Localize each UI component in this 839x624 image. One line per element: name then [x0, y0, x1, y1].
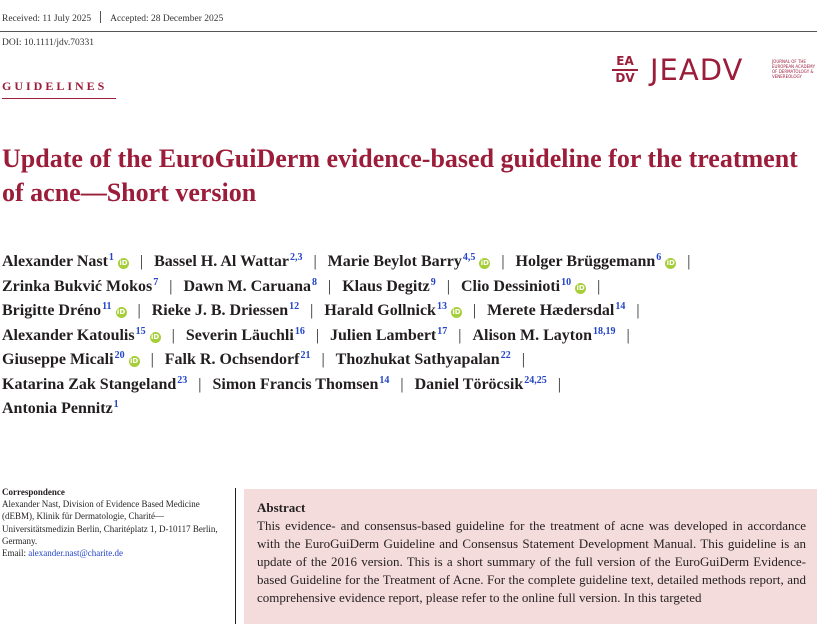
correspondence	[2, 486, 222, 559]
author-separator: |	[458, 326, 462, 344]
logo-text: JEADV	[650, 53, 744, 87]
orcid-icon[interactable]: iD	[116, 308, 126, 316]
author[interactable]	[461, 278, 586, 295]
logo-journal-name: JOURNAL OF THE EUROPEAN ACADEMY OF DERMATOLOGY & VENEREOLOGY	[772, 59, 816, 79]
article-dates	[2, 11, 223, 24]
author-separator: |	[446, 277, 450, 295]
author-name: Harald Gollnick	[324, 302, 436, 319]
author-name: Simon Francis Thomsen	[212, 375, 379, 393]
author-name: Alexander Nast	[2, 253, 108, 270]
author-name: Marie Beylot Barry	[327, 253, 462, 270]
author-separator: |	[557, 375, 561, 393]
abstract-box	[244, 489, 817, 624]
affiliation-number[interactable]: 7	[153, 276, 159, 288]
accepted-date: Accepted: 28 December 2025	[110, 14, 224, 24]
affiliation-number[interactable]: 23	[177, 374, 188, 386]
email-link[interactable]: alexander.nast@charite.de	[28, 548, 123, 559]
header-rule	[0, 31, 817, 32]
author[interactable]	[330, 327, 447, 344]
orcid-icon[interactable]: iD	[452, 308, 461, 316]
affiliation-number[interactable]: 16	[294, 325, 305, 337]
author[interactable]	[2, 400, 119, 417]
author[interactable]	[2, 376, 187, 393]
affiliation-number[interactable]: 11	[102, 301, 112, 312]
correspondence-title: Correspondence	[2, 487, 65, 497]
email-label: Email:	[2, 548, 26, 559]
author[interactable]	[472, 327, 615, 344]
author[interactable]	[2, 327, 161, 344]
author[interactable]	[2, 253, 129, 270]
author-name: Zrinka Bukvić Mokos	[2, 277, 153, 295]
orcid-icon[interactable]: iD	[480, 259, 489, 267]
author-separator: |	[198, 375, 202, 393]
orcid-icon[interactable]: iD	[119, 259, 128, 267]
affiliation-number[interactable]: 9	[430, 276, 436, 288]
author-separator: |	[139, 253, 144, 270]
orcid-icon[interactable]: iD	[576, 283, 585, 292]
affiliation-number[interactable]: 14	[379, 374, 390, 386]
author-separator: |	[169, 277, 173, 295]
affiliation-number[interactable]: 24,25	[524, 374, 547, 386]
journal-logo	[608, 55, 818, 85]
author-name: Rieke J. B. Driessen	[151, 302, 289, 319]
affiliation-number[interactable]: 13	[436, 301, 447, 312]
author[interactable]	[487, 302, 625, 319]
author-separator: |	[150, 351, 154, 368]
author-separator: |	[315, 326, 320, 344]
author-separator: |	[137, 302, 141, 319]
author-name: Clio Dessinioti	[460, 277, 561, 295]
eadv-logo-icon	[608, 55, 642, 85]
affiliation-number[interactable]: 4,5	[462, 252, 476, 263]
abstract-title: Abstract	[257, 500, 306, 515]
author-separator: |	[472, 302, 477, 319]
author-separator: |	[597, 277, 601, 295]
affiliation-number[interactable]: 22	[500, 350, 511, 361]
received-date: Received: 11 July 2025	[2, 14, 92, 24]
author-name: Antonia Pennitz	[2, 400, 113, 417]
section-underline	[2, 98, 116, 99]
author-separator: |	[636, 302, 640, 319]
affiliation-number[interactable]: 15	[135, 325, 146, 337]
affiliation-number[interactable]: 14	[615, 301, 626, 312]
author[interactable]	[186, 327, 305, 344]
author[interactable]	[212, 376, 389, 393]
article-title: Update of the EuroGuiDerm evidence-based guideline for the treatment of acne—Short version	[2, 144, 798, 207]
orcid-icon[interactable]: iD	[666, 259, 675, 267]
author-name: Holger Brüggemann	[515, 253, 656, 270]
author-name: Merete Hædersdal	[487, 302, 615, 319]
affiliation-number[interactable]: 8	[312, 276, 318, 288]
affiliation-number[interactable]: 18,19	[593, 325, 616, 337]
author-name: Severin Läuchli	[185, 326, 294, 344]
author[interactable]	[516, 253, 677, 270]
abstract-body: This evidence- and consensus-based guideline for the treatment of acne was developed in accordance with the EuroGuiDerm Guideline and Consensus Statement Development Manual. This guideline is an update of the 2016 version. This is a short summary of the full version of the EuroGuiDerm Evidence-based Guideline for the Treatment of Acne. For the complete guideline text, detailed methods report, and comprehensive evidence report, please refer to the online full version. In this targeted	[257, 518, 806, 605]
author-name: Katarina Zak Stangeland	[2, 375, 177, 393]
author[interactable]	[183, 278, 317, 295]
affiliation-number[interactable]: 10	[561, 276, 572, 288]
author-separator: |	[687, 253, 691, 270]
author-separator: |	[313, 253, 317, 270]
doi: DOI: 10.1111/jdv.70331	[2, 38, 95, 48]
author[interactable]	[2, 302, 127, 319]
author-separator: |	[310, 302, 314, 319]
column-divider	[235, 488, 236, 624]
author-name: Bassel H. Al Wattar	[154, 253, 289, 270]
author-name: Dawn M. Caruana	[183, 277, 312, 295]
author-name: Klaus Degitz	[342, 277, 430, 295]
author-name: Falk R. Ochsendorf	[164, 351, 300, 368]
author-name: Giuseppe Micali	[2, 351, 114, 368]
section-label: GUIDELINES	[2, 79, 108, 93]
affiliation-number[interactable]: 20	[114, 350, 125, 361]
author-separator: |	[521, 351, 525, 368]
author-list	[2, 250, 822, 422]
author[interactable]	[2, 278, 158, 295]
author[interactable]	[165, 351, 311, 368]
affiliation-number[interactable]: 12	[289, 301, 300, 312]
author-separator: |	[400, 375, 404, 393]
affiliation-number[interactable]: 6	[656, 252, 662, 263]
affiliation-number[interactable]: 1	[113, 399, 119, 410]
author-name: Alison M. Layton	[472, 326, 593, 344]
orcid-icon[interactable]: iD	[129, 357, 139, 365]
logo-mark-bottom: DV	[615, 71, 635, 85]
orcid-icon[interactable]: iD	[151, 332, 160, 341]
affiliation-number[interactable]: 1	[108, 252, 114, 263]
logo-mark-top: EA	[616, 54, 634, 68]
author-separator: |	[328, 277, 332, 295]
affiliation-number[interactable]: 21	[300, 350, 311, 361]
author-separator: |	[171, 326, 175, 344]
author[interactable]	[2, 351, 140, 368]
author-separator: |	[321, 351, 325, 368]
author-name: Daniel Töröcsik	[414, 375, 524, 393]
affiliation-number[interactable]: 2,3	[289, 252, 303, 263]
author[interactable]	[154, 253, 302, 270]
author-separator: |	[626, 326, 630, 344]
correspondence-address: Alexander Nast, Division of Evidence Based Medicine (dEBM), Klinik für Dermatologie, Charité—Universitätsmedizin Berlin, Charitéplatz 1, D-10117 Berlin, Germany.	[2, 499, 218, 546]
date-separator	[100, 11, 101, 23]
author-name: Julien Lambert	[330, 326, 437, 344]
affiliation-number[interactable]: 17	[437, 325, 448, 337]
author[interactable]	[342, 278, 436, 295]
author-name: Alexander Katoulis	[2, 326, 135, 344]
author-separator: |	[501, 253, 505, 270]
author[interactable]	[324, 302, 462, 319]
author[interactable]	[336, 351, 511, 368]
author-name: Thozhukat Sathyapalan	[335, 351, 500, 368]
author[interactable]	[415, 376, 547, 393]
author[interactable]	[328, 253, 491, 270]
author[interactable]	[152, 302, 299, 319]
author-name: Brigitte Dréno	[2, 302, 102, 319]
